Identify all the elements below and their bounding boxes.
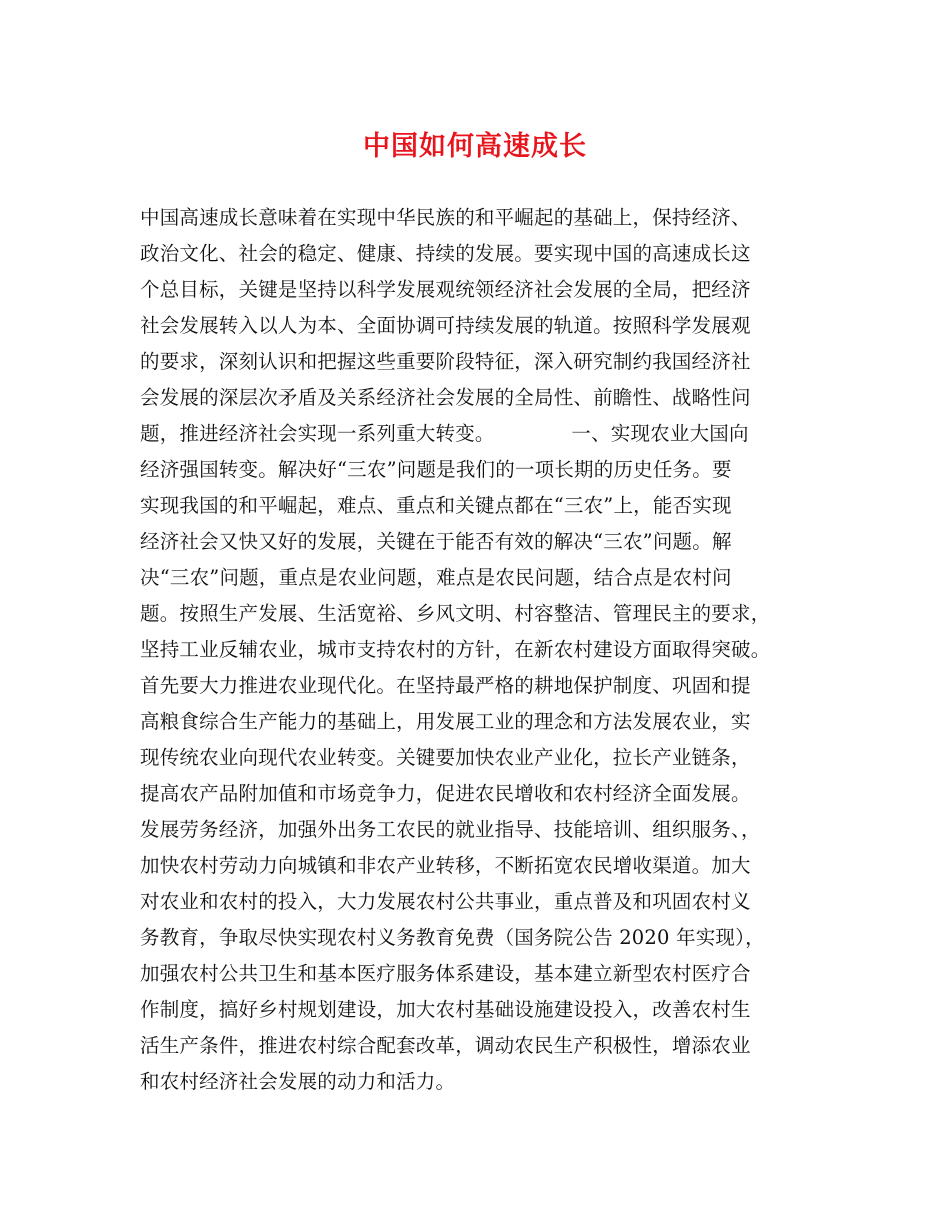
body-line: 经济强国转变。解决好“三农”问题是我们的一项长期的历史任务。要 (140, 458, 732, 481)
body-line: 对农业和农村的投入，大力发展农村公共事业，重点普及和巩固农村义 (140, 890, 751, 913)
body-line: 发展劳务经济，加强外出务工农民的就业指导、技能培训、组织服务、， (140, 818, 761, 841)
body-line: 政治文化、社会的稳定、健康、持续的发展。要实现中国的高速成长这 (140, 242, 751, 265)
body-line: 加强农村公共卫生和基本医疗服务体系建设，基本建立新型农村医疗合 (140, 962, 751, 985)
body-line: 社会发展转入以人为本、全面协调可持续发展的轨道。按照科学发展观 (140, 314, 751, 337)
body-line: 实现我国的和平崛起，难点、重点和关键点都在“三农”上，能否实现 (140, 494, 732, 517)
body-line: 题，推进经济社会实现一系列重大转变。 一、实现农业大国向 (140, 422, 749, 445)
document-title: 中国如何高速成长 (363, 131, 587, 162)
body-line: 题。按照生产发展、生活宽裕、乡风文明、村容整洁、管理民主的要求， (140, 602, 771, 625)
body-line: 个总目标，关键是坚持以科学发展观统领经济社会发展的全局，把经济 (140, 278, 751, 301)
document-body (140, 200, 820, 1100)
body-line: 高粮食综合生产能力的基础上，用发展工业的理念和方法发展农业，实 (140, 710, 751, 733)
body-line: 决“三农”问题，重点是农业问题，难点是农民问题，结合点是农村问 (140, 566, 732, 589)
body-line: 务教育，争取尽快实现农村义务教育免费（国务院公告 2020 年实现）， (140, 926, 765, 949)
body-line: 活生产条件，推进农村综合配套改革，调动农民生产积极性，增添农业 (140, 1034, 751, 1057)
body-line: 坚持工业反辅农业，城市支持农村的方针，在新农村建设方面取得突破。 (140, 638, 771, 661)
body-line: 的要求，深刻认识和把握这些重要阶段特征，深入研究制约我国经济社 (140, 350, 751, 373)
body-line: 中国高速成长意味着在实现中华民族的和平崛起的基础上，保持经济、 (140, 206, 751, 229)
body-line: 经济社会又快又好的发展，关键在于能否有效的解决“三农”问题。解 (140, 530, 732, 553)
body-line: 会发展的深层次矛盾及关系经济社会发展的全局性、前瞻性、战略性问 (140, 386, 751, 409)
body-line: 首先要大力推进农业现代化。在坚持最严格的耕地保护制度、巩固和提 (140, 674, 751, 697)
body-line: 提高农产品附加值和市场竞争力，促进农民增收和农村经济全面发展。 (140, 782, 751, 805)
body-line: 和农村经济社会发展的动力和活力。 (140, 1070, 456, 1093)
body-line: 加快农村劳动力向城镇和非农产业转移，不断拓宽农民增收渠道。加大 (140, 854, 751, 877)
body-line: 现传统农业向现代农业转变。关键要加快农业产业化，拉长产业链条， (140, 746, 751, 769)
body-line: 作制度，搞好乡村规划建设，加大农村基础设施建设投入，改善农村生 (140, 998, 751, 1021)
